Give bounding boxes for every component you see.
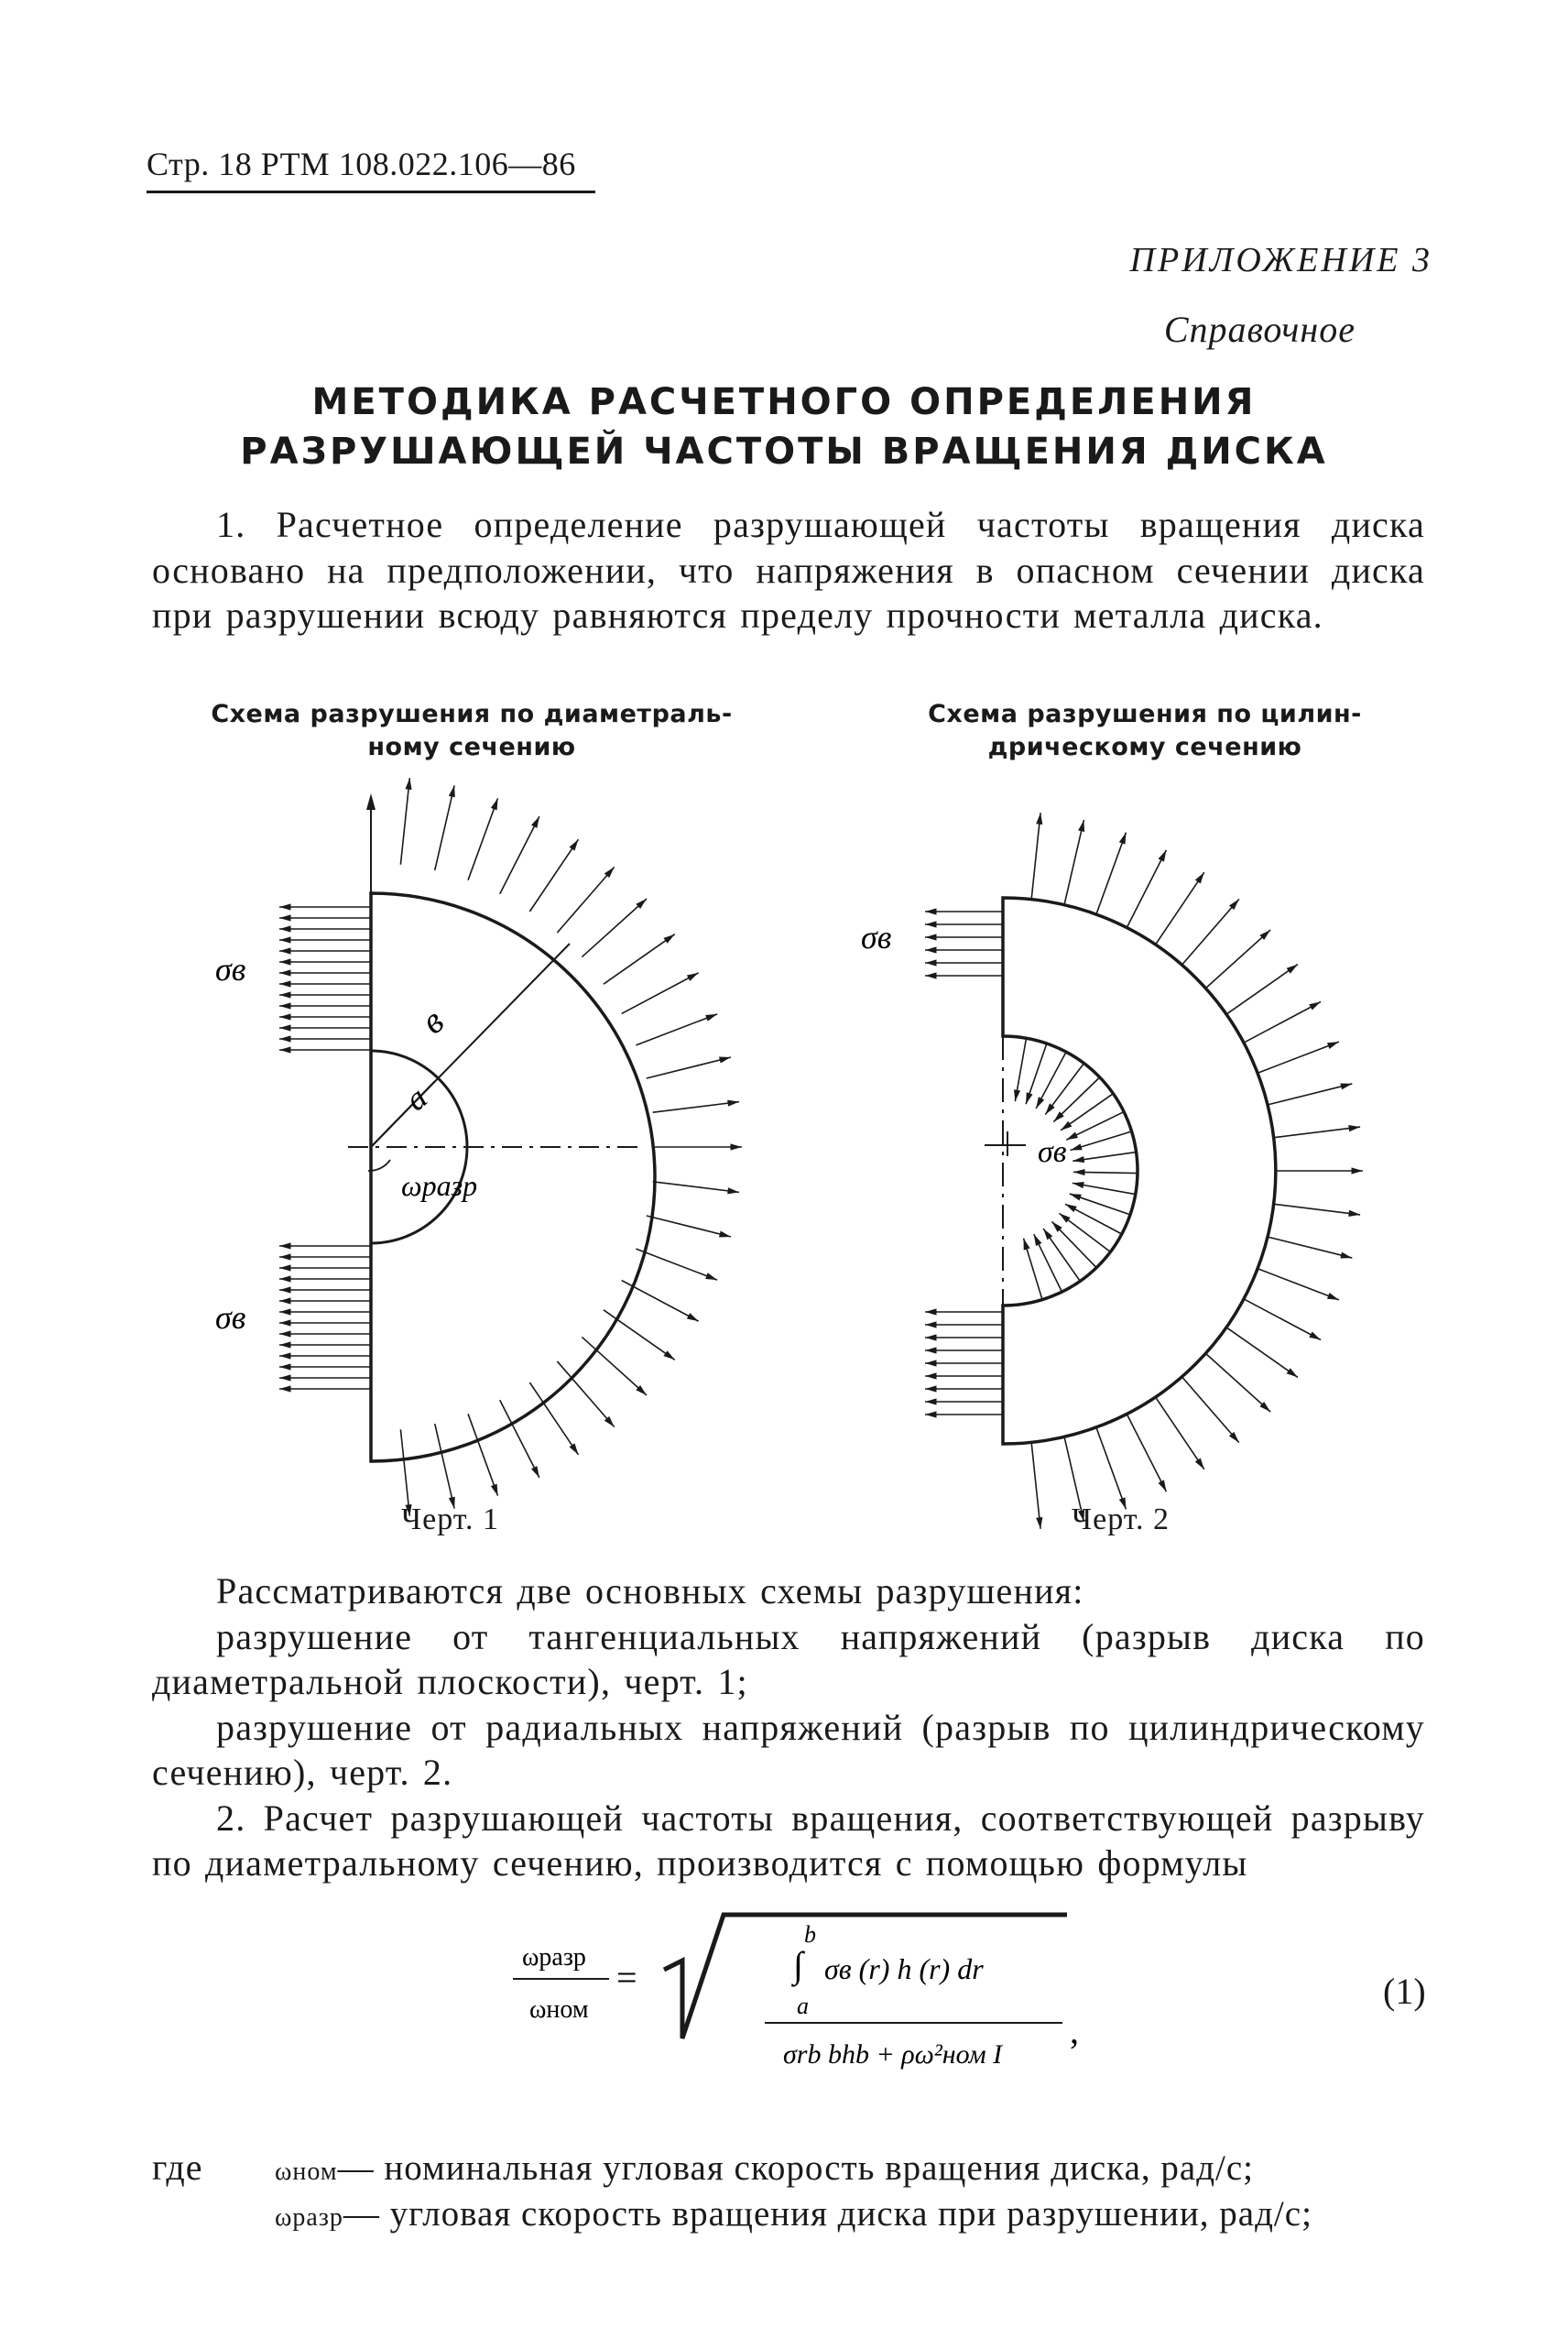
paragraph-2-line-2: разрушение от тангенциальных напряжений (разрыв диска по диаметральной плоскости), черт. 1; [152, 1615, 1425, 1702]
title-line-1: МЕТОДИКА РАСЧЕТНОГО ОПРЕДЕЛЕНИЯ [311, 381, 1257, 423]
figure-2-label: Черт. 2 [1072, 1502, 1171, 1536]
formula-upper-limit: b [804, 1921, 816, 1948]
figure-1-label-a: a [397, 1078, 434, 1119]
formula-number: (1) [1383, 1971, 1426, 2012]
figure-1-label-sigma-top: σв [215, 951, 246, 988]
definition-text: — угловая скорость вращения диска при разрушении, рад/с; [343, 2194, 1312, 2234]
definition-omega-nom [275, 2146, 1429, 2195]
definition-omega-razr [275, 2191, 1429, 2241]
formula-lhs-denominator: ωном [529, 1995, 589, 2024]
figure-1-caption-line-2: ному сечению [367, 733, 576, 761]
paragraph-2-line-4: 2. Расчет разрушающей частоты вращения, соответствующей разрыву по диаметральному сечению, производится с помощью формулы [152, 1797, 1425, 1884]
title-line-2: РАЗРУШАЮЩЕЙ ЧАСТОТЫ ВРАЩЕНИЯ ДИСКА [240, 431, 1328, 473]
figure-2-label-sigma-outer: σв [861, 919, 892, 956]
page-header: Стр. 18 РТМ 108.022.106—86 [147, 146, 576, 182]
formula-denominator: σrb bhb + ρω²ном I [783, 2039, 1003, 2070]
paragraph-2-line-1: Рассматриваются две основных схемы разрушения: [216, 1570, 1084, 1611]
figure-1-caption-line-1: Схема разрушения по диаметраль- [211, 700, 733, 728]
definition-symbol: ωном [275, 2158, 338, 2186]
formula-equals: = [616, 1957, 637, 1998]
definitions-where: где [152, 2147, 203, 2188]
formula-integrand: σв (r) h (r) dr [824, 1952, 984, 1985]
figure-2-caption-line-1: Схема разрушения по цилин- [928, 700, 1362, 728]
figure-2-caption-line-2: дрическому сечению [987, 733, 1302, 761]
formula-lower-limit: a [797, 1993, 809, 2019]
formula-integral-sign: ∫ [793, 1944, 803, 1985]
definition-symbol: ωразр [275, 2203, 343, 2232]
figure-2-label-sigma-inner: σв [1038, 1135, 1067, 1169]
definition-text: — номинальная угловая скорость вращения диска, рад/с; [337, 2148, 1255, 2188]
formula-comma: , [1070, 2010, 1079, 2051]
formula-lhs-numerator: ωразр [522, 1943, 586, 1972]
appendix-status: Справочное [1163, 309, 1356, 350]
appendix-label: ПРИЛОЖЕНИЕ 3 [1129, 241, 1432, 279]
figure-1-label-b: в [412, 1000, 452, 1043]
paragraph-1: 1. Расчетное определение разрушающей частоты вращения диска основано на предположении, что напряжения в опасном сечении диска при разрушении всюду равняются пределу прочности металла диска. [152, 504, 1425, 636]
figure-1-label: Черт. 1 [401, 1502, 500, 1536]
figure-1-label-sigma-bottom: σв [215, 1299, 246, 1336]
paragraph-2-line-3: разрушение от радиальных напряжений (разрыв по цилиндрическому сечению), черт. 2. [152, 1706, 1425, 1793]
figure-1-label-omega: ωразр [401, 1169, 478, 1202]
